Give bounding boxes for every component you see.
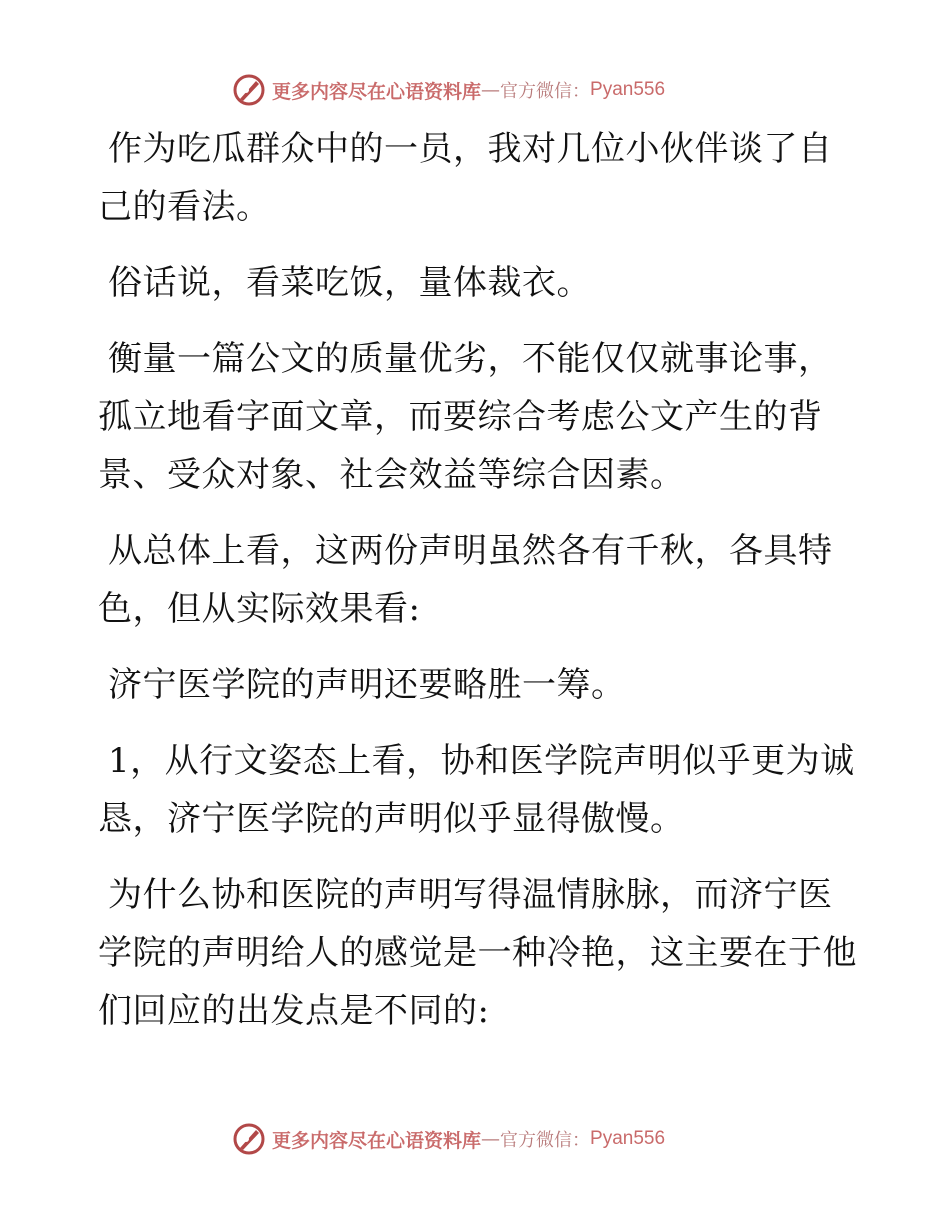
quill-logo-icon — [232, 73, 266, 107]
paragraph: 衡量一篇公文的质量优劣，不能仅仅就事论事，孤立地看字面文章，而要综合考虑公文产生的背景、受众对象、社会效益等综合因素。 — [98, 339, 833, 495]
paragraph: 从总体上看，这两份声明虽然各有千秋，各具特色，但从实际效果看: — [98, 531, 833, 629]
wechat-label: 官方微信： — [500, 1130, 591, 1151]
paragraph: 作为吃瓜群众中的一员，我对几位小伙伴谈了自己的看法。 — [98, 129, 833, 227]
banner-title: 更多内容尽在心语资料库 — [272, 1129, 482, 1152]
wechat-id: Pyan556 — [590, 79, 666, 100]
banner-dash: — — [481, 1128, 501, 1150]
document-body — [98, 120, 858, 1058]
paragraph: 为什么协和医院的声明写得温情脉脉，而济宁医学院的声明给人的感觉是一种冷艳，这主要在于他们回应的出发点是不同的: — [98, 875, 857, 1031]
wechat-label: 官方微信： — [500, 81, 591, 102]
paragraph: 俗话说，看菜吃饭，量体裁衣。 — [108, 263, 591, 303]
paragraph: 济宁医学院的声明还要略胜一筹。 — [108, 665, 626, 705]
banner-dash: — — [481, 79, 501, 101]
paragraph: 1，从行文姿态上看，协和医学院声明似乎更为诚恳，济宁医学院的声明似乎显得傲慢。 — [98, 741, 855, 839]
quill-logo-icon — [232, 1122, 266, 1156]
banner-title: 更多内容尽在心语资料库 — [272, 80, 482, 103]
wechat-id: Pyan556 — [590, 1128, 666, 1149]
footer-banner — [232, 1121, 665, 1157]
header-banner — [232, 72, 665, 108]
